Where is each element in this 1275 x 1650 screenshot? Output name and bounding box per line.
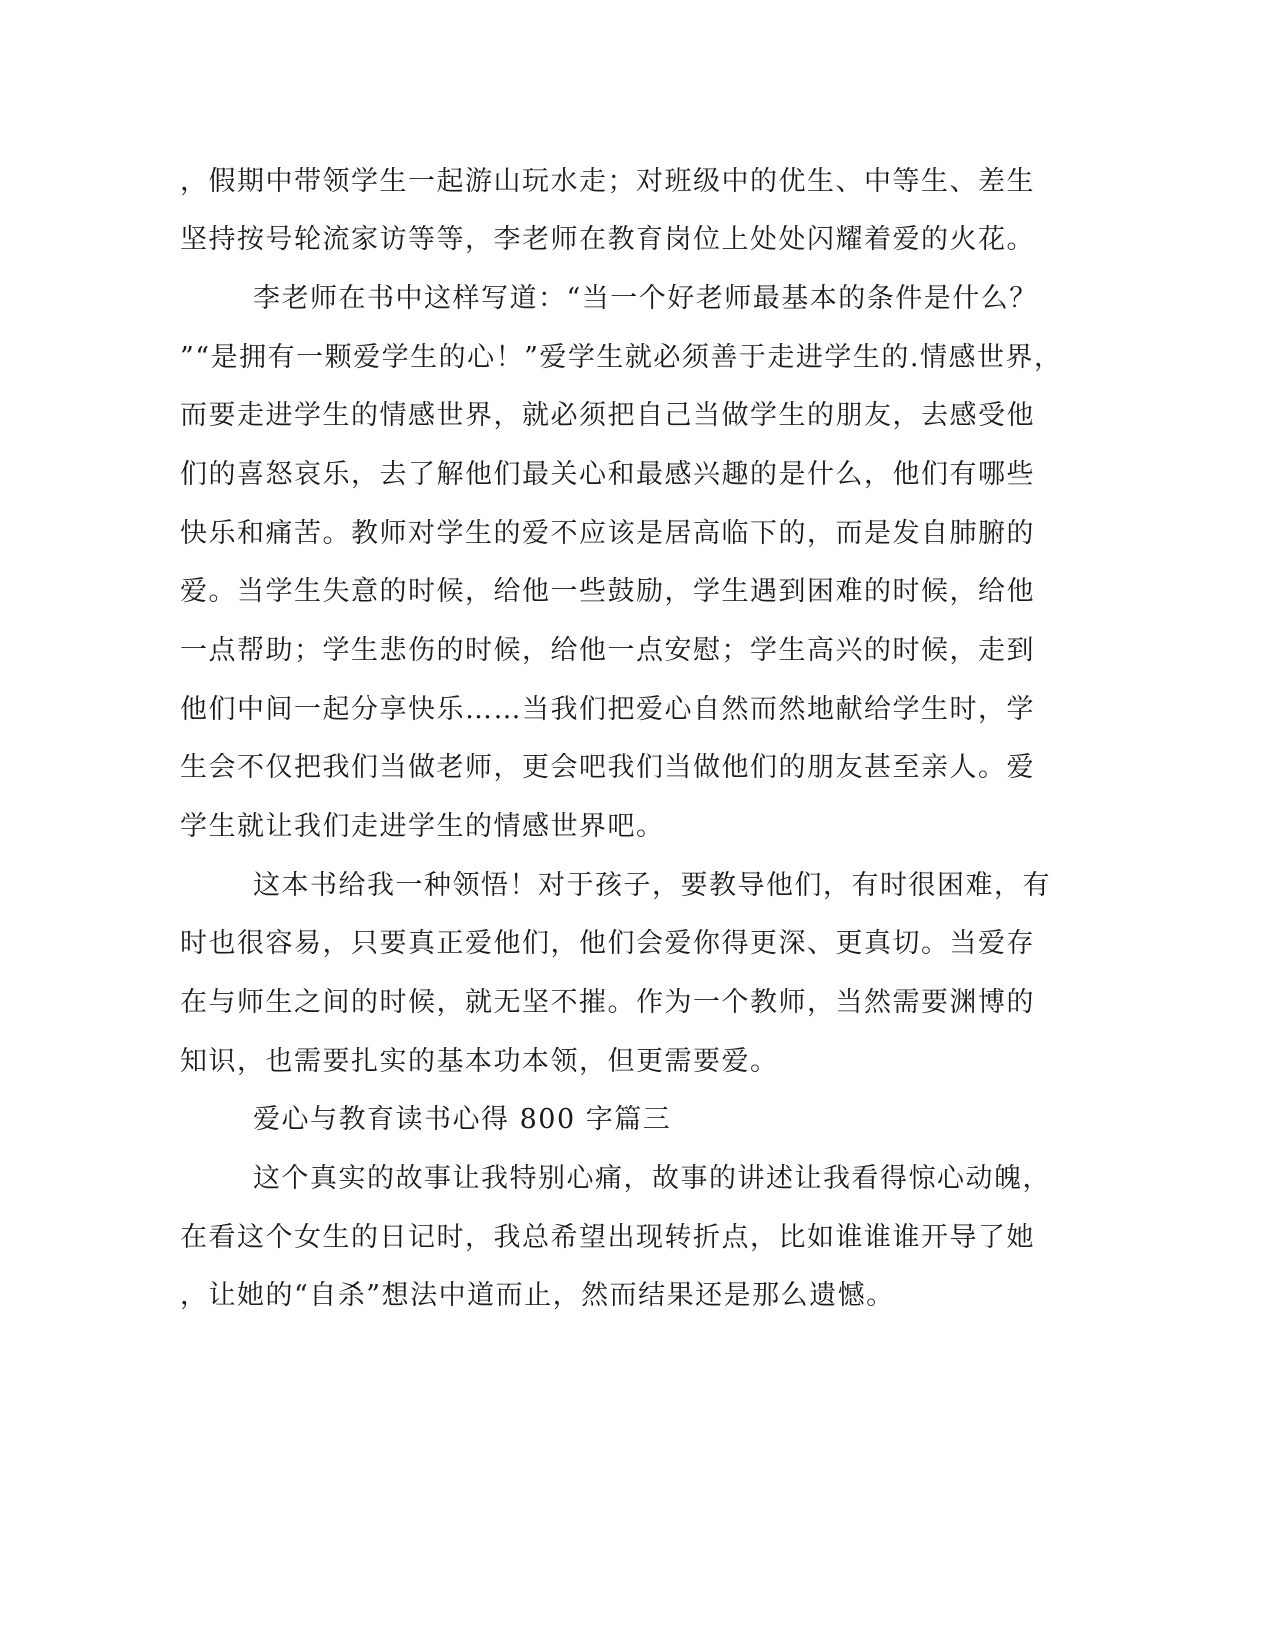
- text-line: ，让她的“自杀”想法中道而止，然而结果还是那么遗憾。: [180, 1280, 895, 1311]
- text-line: 而要走进学生的情感世界，就必须把自己当做学生的朋友，去感受他: [180, 400, 1035, 431]
- text-line: 坚持按号轮流家访等等，李老师在教育岗位上处处闪耀着爱的火花。: [180, 224, 1035, 255]
- text-line: 一点帮助；学生悲伤的时候，给他一点安慰；学生高兴的时候，走到: [180, 635, 1035, 666]
- text-line: 快乐和痛苦。教师对学生的爱不应该是居高临下的，而是发自肺腑的: [180, 518, 1035, 549]
- paragraph-start-line: 李老师在书中这样写道：“当一个好老师最基本的条件是什么？: [253, 283, 1038, 314]
- paragraph-start-line: 这个真实的故事让我特别心痛，故事的讲述让我看得惊心动魄，: [253, 1163, 1051, 1194]
- text-line: 生会不仅把我们当做老师，更会吧我们当做他们的朋友甚至亲人。爱: [180, 752, 1035, 783]
- text-line: 在看这个女生的日记时，我总希望出现转折点，比如谁谁谁开导了她: [180, 1222, 1035, 1253]
- text-line: 们的喜怒哀乐，去了解他们最关心和最感兴趣的是什么，他们有哪些: [180, 459, 1035, 490]
- paragraph-start-line: 这本书给我一种领悟！对于孩子，要教导他们，有时很困难，有: [253, 870, 1051, 901]
- text-line: ”“是拥有一颗爱学生的心！”爱学生就必须善于走进学生的.情感世界，: [180, 342, 1063, 373]
- text-line: ，假期中带领学生一起游山玩水走；对班级中的优生、中等生、差生: [180, 166, 1035, 197]
- text-line: 学生就让我们走进学生的情感世界吧。: [180, 811, 665, 842]
- text-line: 时也很容易，只要真正爱他们，他们会爱你得更深、更真切。当爱存: [180, 928, 1035, 959]
- section-heading: 爱心与教育读书心得 800 字篇三: [253, 1104, 672, 1135]
- text-line: 在与师生之间的时候，就无坚不摧。作为一个教师，当然需要渊博的: [180, 987, 1035, 1018]
- text-line: 知识，也需要扎实的基本功本领，但更需要爱。: [180, 1046, 779, 1077]
- text-line: 爱。当学生失意的时候，给他一些鼓励，学生遇到困难的时候，给他: [180, 576, 1035, 607]
- text-line: 他们中间一起分享快乐……当我们把爱心自然而然地献给学生时，学: [180, 694, 1035, 725]
